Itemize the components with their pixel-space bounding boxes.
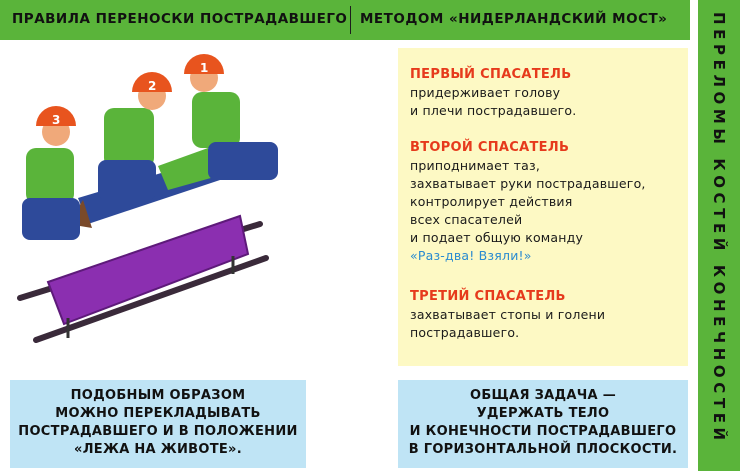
- rescuer-2-block: [410, 139, 646, 265]
- note-left: [10, 380, 306, 468]
- rescuer-2-command: «Раз-два! Взяли!»: [410, 248, 532, 263]
- note-right-line: УДЕРЖАТЬ ТЕЛО: [476, 406, 610, 421]
- rescuer-1-line: придерживает голову: [410, 85, 561, 100]
- rescuer-3-heading: ТРЕТИЙ СПАСАТЕЛЬ: [410, 289, 566, 304]
- rescuer-1-block: [410, 66, 576, 120]
- rescuer-2-line: приподнимает таз,: [410, 158, 540, 173]
- rescue-illustration: [8, 48, 308, 348]
- rescuer-1-number: 1: [200, 61, 209, 75]
- rescuer-2-number: 2: [148, 79, 157, 93]
- rescuer-2-heading: ВТОРОЙ СПАСАТЕЛЬ: [410, 140, 570, 155]
- note-right-line: ОБЩАЯ ЗАДАЧА —: [469, 388, 617, 403]
- rescuer-3-number: 3: [52, 113, 61, 127]
- sidebar: [698, 0, 740, 471]
- note-right-line: В ГОРИЗОНТАЛЬНОЙ ПЛОСКОСТИ.: [408, 442, 678, 457]
- note-left-line: «ЛЕЖА НА ЖИВОТЕ».: [74, 442, 242, 457]
- note-left-line: ПОСТРАДАВШЕГО И В ПОЛОЖЕНИИ: [18, 424, 298, 439]
- rescuer-3-line: пострадавшего.: [410, 325, 520, 340]
- note-left-line: ПОДОБНЫМ ОБРАЗОМ: [70, 388, 246, 403]
- header-divider: [350, 6, 351, 34]
- instructions-panel: [398, 48, 688, 366]
- rescuer-2-line: захватывает руки пострадавшего,: [410, 176, 646, 191]
- title-right: МЕТОДОМ «НИДЕРЛАНДСКИЙ МОСТ»: [360, 11, 668, 27]
- rescuer-2-line: контролирует действия: [410, 194, 573, 209]
- note-left-line: МОЖНО ПЕРЕКЛАДЫВАТЬ: [55, 406, 261, 421]
- rescuer-3-line: захватывает стопы и голени: [410, 307, 606, 322]
- header-bar: [0, 0, 690, 40]
- title-left: ПРАВИЛА ПЕРЕНОСКИ ПОСТРАДАВШЕГО: [12, 11, 348, 27]
- sidebar-text-wrap: [702, 0, 736, 471]
- rescuer-1-heading: ПЕРВЫЙ СПАСАТЕЛЬ: [410, 67, 572, 82]
- rescuer-3-block: [410, 288, 605, 342]
- rescuer-2-line: всех спасателей: [410, 212, 523, 227]
- note-right-line: И КОНЕЧНОСТИ ПОСТРАДАВШЕГО: [409, 424, 677, 439]
- sidebar-title: ПЕРЕЛОМЫ КОСТЕЙ КОНЕЧНОСТЕЙ: [710, 12, 728, 445]
- rescuer-2-line: и подает общую команду: [410, 230, 584, 245]
- rescuer-3: [22, 106, 80, 240]
- rescuer-1-line: и плечи пострадавшего.: [410, 103, 577, 118]
- note-right: [398, 380, 688, 468]
